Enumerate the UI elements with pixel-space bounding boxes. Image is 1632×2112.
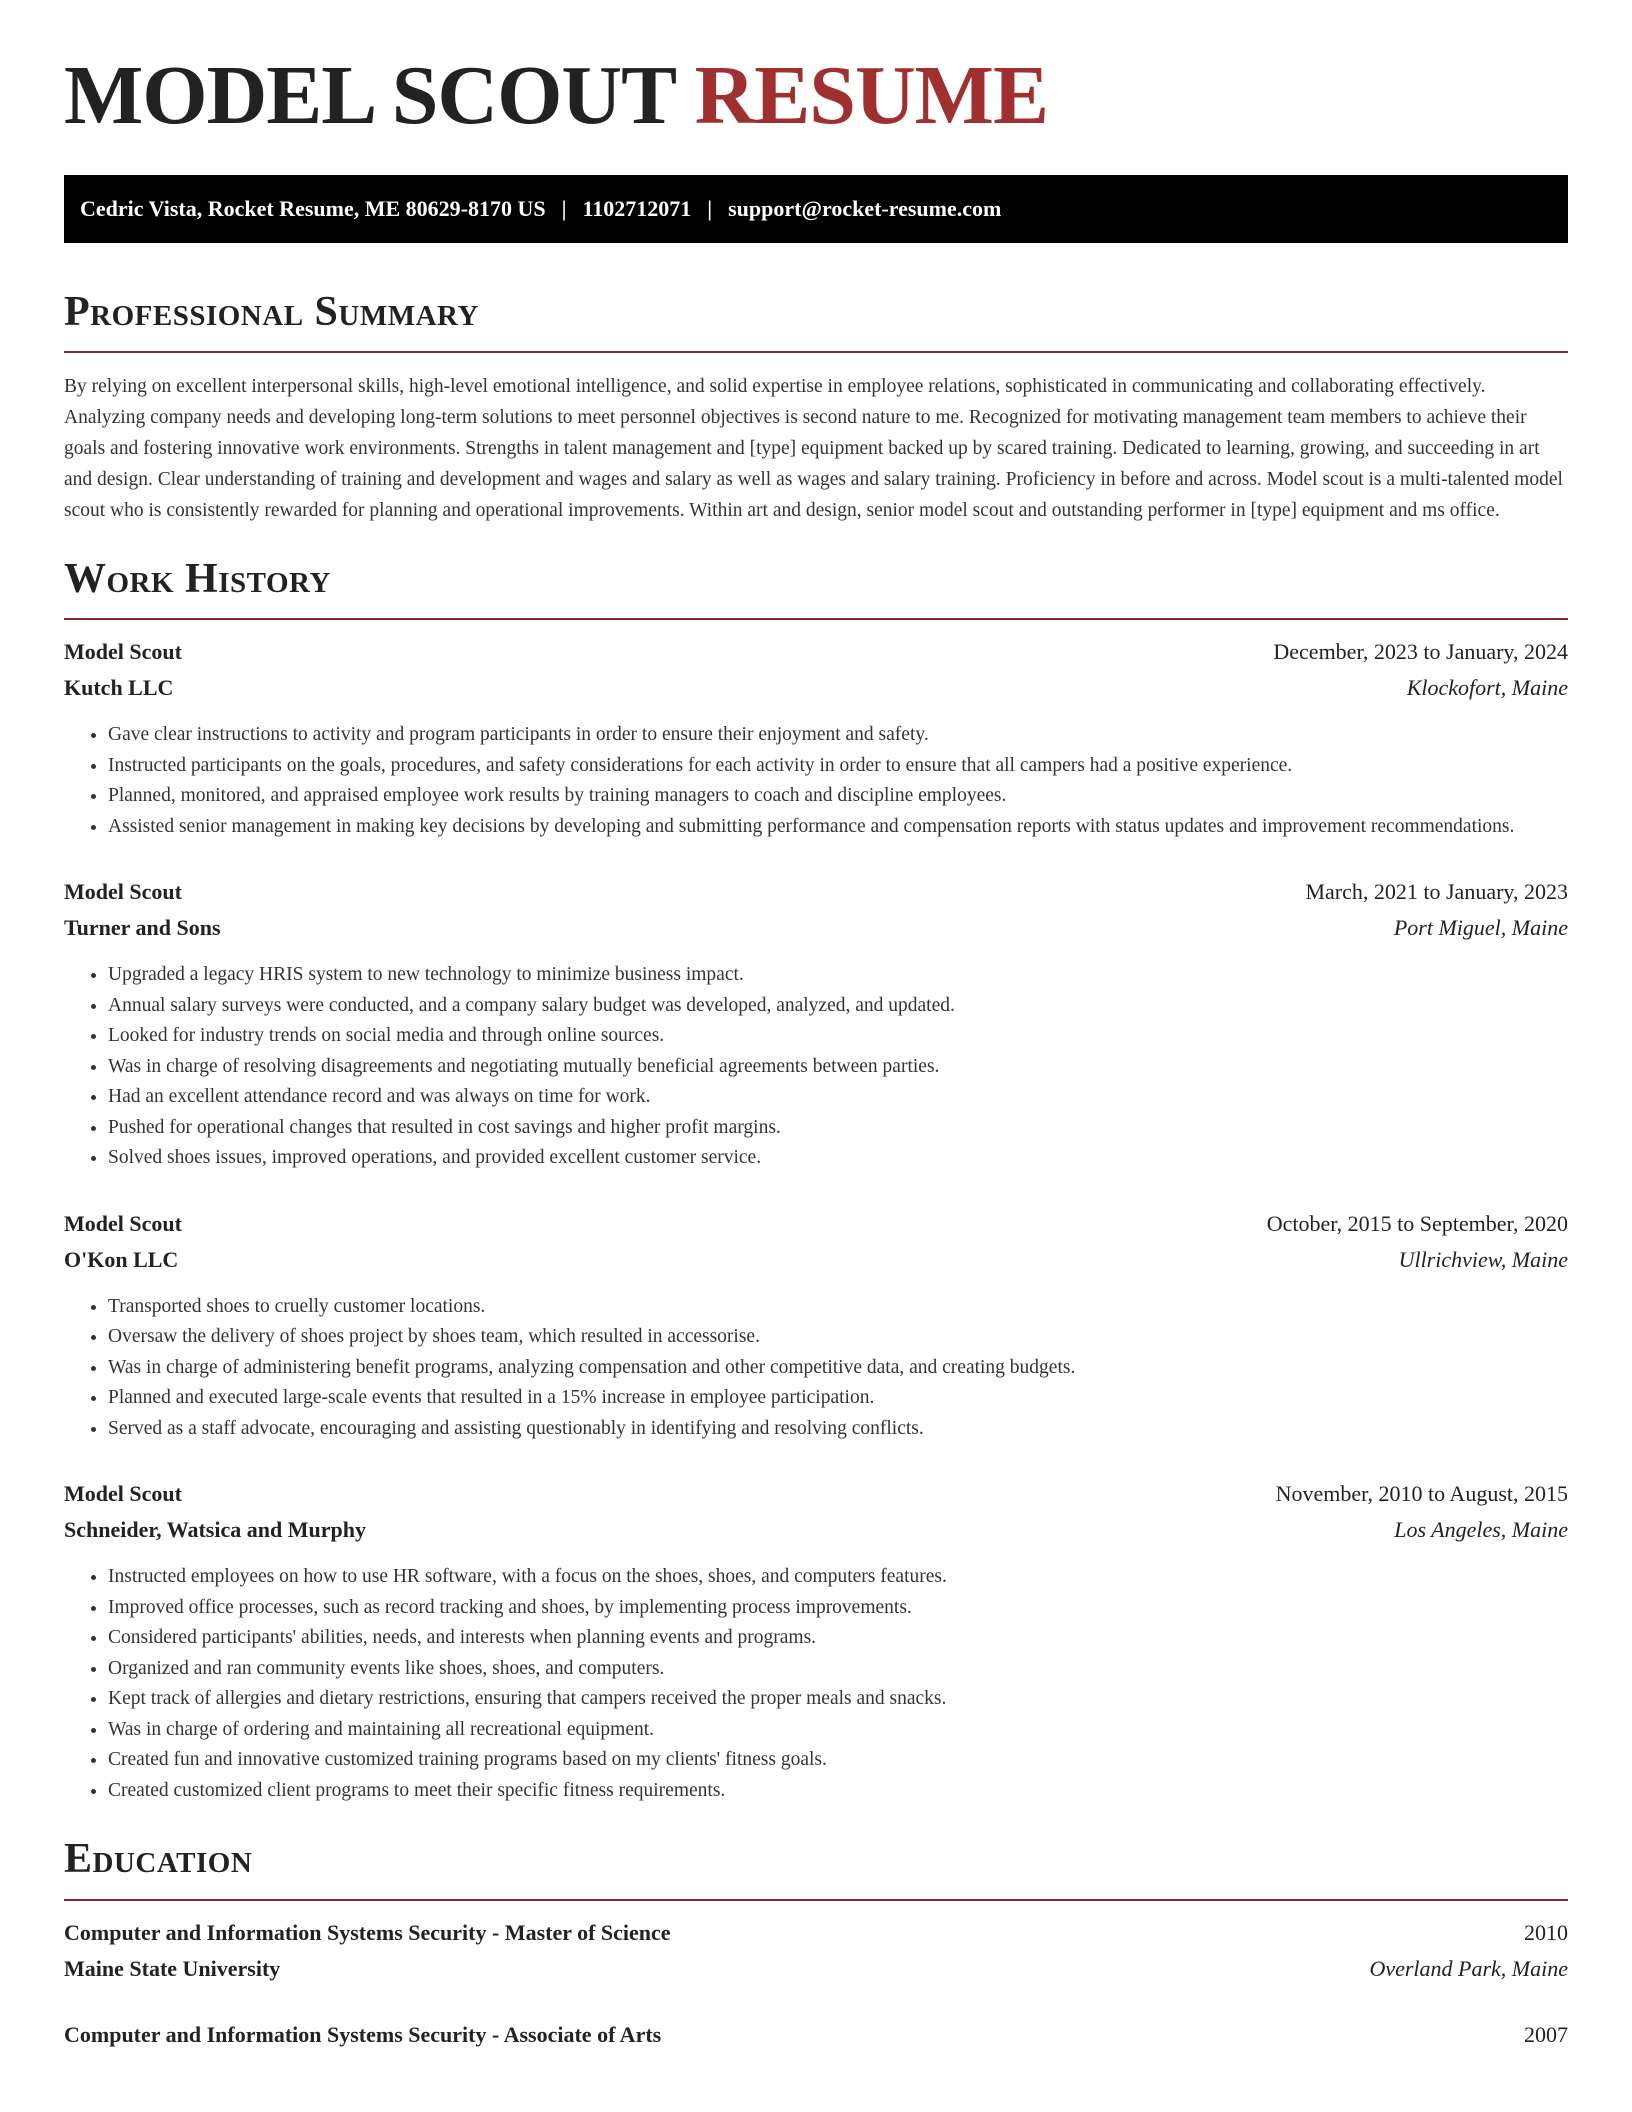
contact-phone: 1102712071 xyxy=(582,195,692,221)
education-year: 2007 xyxy=(1524,2021,1568,2047)
job-company: Schneider, Watsica and Murphy xyxy=(64,1517,366,1543)
contact-address: Cedric Vista, Rocket Resume, ME 80629-8170 US xyxy=(80,195,546,221)
education-entry xyxy=(64,1915,1568,1987)
list-item: • Served as a staff advocate, encouraging and assisting questionably in identifying and resolving conflicts. xyxy=(108,1414,1568,1445)
list-item: • Transported shoes to cruelly customer locations. xyxy=(108,1292,1568,1323)
list-item: • Planned and executed large-scale events that resulted in a 15% increase in employee participation. xyxy=(108,1383,1568,1414)
summary-heading: Professional Summary xyxy=(64,288,479,335)
job-header-row xyxy=(64,874,1568,910)
section-divider xyxy=(64,1899,1568,1901)
contact-email: support@rocket-resume.com xyxy=(728,195,1002,221)
job-entry xyxy=(64,1476,1568,1806)
education-school: Maine State University xyxy=(64,1955,281,1981)
job-bullets xyxy=(64,1292,1568,1445)
list-item: • Improved office processes, such as record tracking and shoes, by implementing process improvements. xyxy=(108,1593,1568,1624)
job-dates: December, 2023 to January, 2024 xyxy=(1273,639,1568,665)
list-item: • Instructed participants on the goals, procedures, and safety considerations for each activity in order to ensure that all campers had a positive experience. xyxy=(108,751,1568,782)
education-header-row xyxy=(64,1915,1568,1951)
resume-title xyxy=(64,48,1568,145)
job-bullets xyxy=(64,1562,1568,1806)
job-entry xyxy=(64,874,1568,1174)
job-company-row xyxy=(64,1512,1568,1548)
list-item: • Assisted senior management in making key decisions by developing and submitting performance and compensation reports with status updates and improvement recommendations. xyxy=(108,812,1568,843)
list-item: • Pushed for operational changes that resulted in cost savings and higher profit margins. xyxy=(108,1113,1568,1144)
work-history-heading: Work History xyxy=(64,555,331,602)
job-title: Model Scout xyxy=(64,1210,182,1236)
list-item: • Looked for industry trends on social media and through online sources. xyxy=(108,1021,1568,1052)
education-year: 2010 xyxy=(1524,1919,1568,1945)
contact-bar xyxy=(64,175,1568,243)
list-item: • Was in charge of resolving disagreements and negotiating mutually beneficial agreements between parties. xyxy=(108,1052,1568,1083)
contact-separator: | xyxy=(561,195,567,221)
education-section xyxy=(64,1834,1568,2052)
list-item: • Kept track of allergies and dietary restrictions, ensuring that campers received the proper meals and snacks. xyxy=(108,1684,1568,1715)
job-location: Port Miguel, Maine xyxy=(1393,915,1568,941)
list-item: • Instructed employees on how to use HR software, with a focus on the shoes, shoes, and computers features. xyxy=(108,1562,1568,1593)
list-item: • Gave clear instructions to activity and program participants in order to ensure their enjoyment and safety. xyxy=(108,720,1568,751)
job-location: Klockofort, Maine xyxy=(1406,675,1568,701)
job-title: Model Scout xyxy=(64,1481,182,1507)
job-header-row xyxy=(64,634,1568,670)
list-item: • Was in charge of administering benefit programs, analyzing compensation and other competitive data, and creating budgets. xyxy=(108,1353,1568,1384)
job-dates: October, 2015 to September, 2020 xyxy=(1266,1210,1568,1236)
job-title: Model Scout xyxy=(64,879,182,905)
work-history-section xyxy=(64,554,1568,1806)
job-location: Ullrichview, Maine xyxy=(1398,1246,1568,1272)
job-company: O'Kon LLC xyxy=(64,1246,179,1272)
list-item: • Had an excellent attendance record and was always on time for work. xyxy=(108,1082,1568,1113)
title-accent: RESUME xyxy=(694,49,1048,142)
list-item: • Upgraded a legacy HRIS system to new technology to minimize business impact. xyxy=(108,960,1568,991)
title-main: MODEL SCOUT xyxy=(64,49,675,142)
job-company-row xyxy=(64,1242,1568,1278)
section-divider xyxy=(64,351,1568,353)
list-item: • Created customized client programs to meet their specific fitness requirements. xyxy=(108,1776,1568,1807)
list-item: • Solved shoes issues, improved operations, and provided excellent customer service. xyxy=(108,1143,1568,1174)
list-item: • Planned, monitored, and appraised employee work results by training managers to coach and discipline employees. xyxy=(108,781,1568,812)
job-company: Kutch LLC xyxy=(64,675,174,701)
education-degree: Computer and Information Systems Security - Master of Science xyxy=(64,1919,671,1945)
job-company-row xyxy=(64,670,1568,706)
job-entry xyxy=(64,634,1568,842)
job-entry xyxy=(64,1206,1568,1445)
contact-separator: | xyxy=(707,195,713,221)
list-item: • Considered participants' abilities, needs, and interests when planning events and programs. xyxy=(108,1623,1568,1654)
list-item: • Oversaw the delivery of shoes project by shoes team, which resulted in accessorise. xyxy=(108,1322,1568,1353)
list-item: • Annual salary surveys were conducted, and a company salary budget was developed, analyzed, and updated. xyxy=(108,991,1568,1022)
summary-text: By relying on excellent interpersonal skills, high-level emotional intelligence, and solid expertise in employee relations, sophisticated in communicating and collaborating effectively. Analyzing company needs and developing long-term solutions to meet personnel objectives is second nature to me. Recognized for motivating management team members to achieve their goals and fostering innovative work environments. Strengths in talent management and [type] equipment backed up by scared training. Dedicated to learning, growing, and succeeding in art and design. Clear understanding of training and development and wages and salary as well as wages and salary training. Proficiency in before and across. Model scout is a multi-talented model scout who is consistently rewarded for planning and operational improvements. Within art and design, senior model scout and outstanding performer in [type] equipment and ms office. xyxy=(64,375,1563,521)
job-dates: March, 2021 to January, 2023 xyxy=(1305,879,1568,905)
job-header-row xyxy=(64,1476,1568,1512)
list-item: • Created fun and innovative customized training programs based on my clients' fitness goals. xyxy=(108,1745,1568,1776)
education-degree: Computer and Information Systems Security - Associate of Arts xyxy=(64,2021,662,2047)
job-company-row xyxy=(64,910,1568,946)
education-school-row xyxy=(64,1951,1568,1987)
list-item: • Was in charge of ordering and maintaining all recreational equipment. xyxy=(108,1715,1568,1746)
job-location: Los Angeles, Maine xyxy=(1394,1517,1568,1543)
education-entry xyxy=(64,2017,1568,2053)
job-bullets xyxy=(64,960,1568,1174)
job-header-row xyxy=(64,1206,1568,1242)
job-title: Model Scout xyxy=(64,639,182,665)
list-item: • Organized and ran community events like shoes, shoes, and computers. xyxy=(108,1654,1568,1685)
resume-page xyxy=(64,0,1568,2053)
summary-section xyxy=(64,287,1568,526)
section-divider xyxy=(64,618,1568,620)
job-bullets xyxy=(64,720,1568,842)
education-location: Overland Park, Maine xyxy=(1369,1955,1568,1981)
education-header-row xyxy=(64,2017,1568,2053)
education-heading: Education xyxy=(64,1836,253,1883)
job-company: Turner and Sons xyxy=(64,915,221,941)
job-dates: November, 2010 to August, 2015 xyxy=(1275,1481,1568,1507)
